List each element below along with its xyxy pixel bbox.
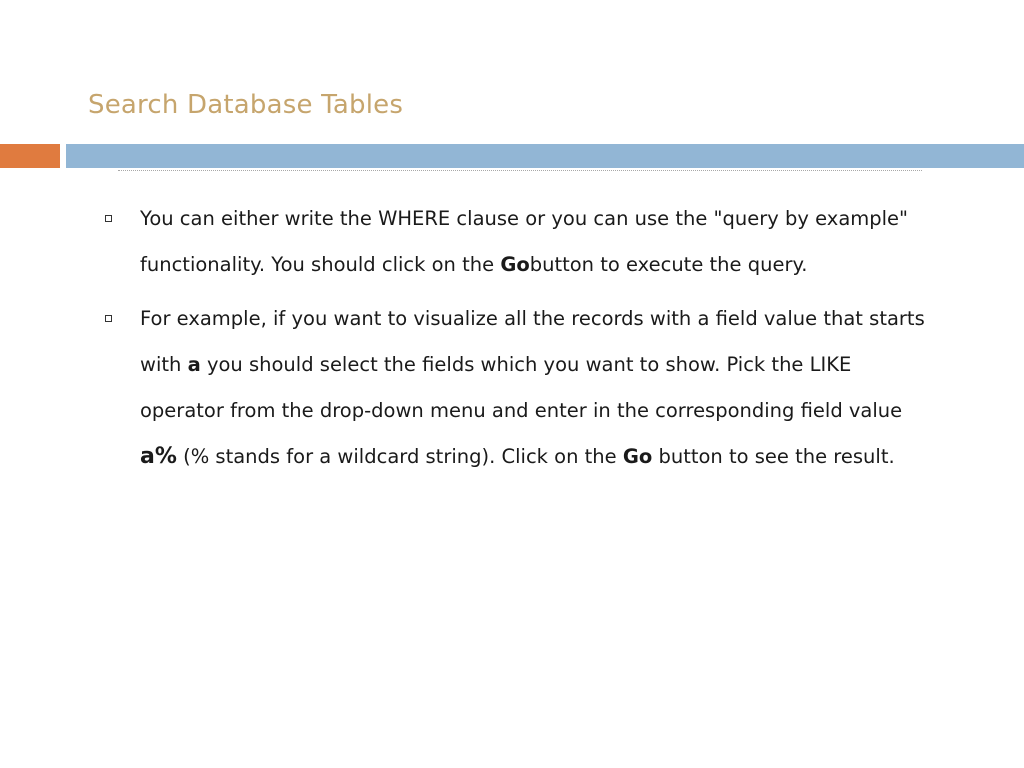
- bullet-text-1: [140, 207, 908, 276]
- square-bullet-icon: [105, 315, 112, 322]
- bullet-list: [104, 196, 934, 488]
- bullet-2-go-keyword: Go: [622, 445, 653, 468]
- bullet-2-text-part-3: (% stands for a wildcard string). Click on the: [176, 445, 623, 468]
- bullet-2-text-part-4: button to see the result.: [652, 445, 895, 468]
- bullet-1-text-part-2: button to execute the query.: [529, 253, 808, 276]
- header-accent-orange-bar: [0, 144, 60, 168]
- bullet-1-text-part-1: You can either write the WHERE clause or you can use the "query by example" functionality. You should click on the: [140, 207, 909, 276]
- slide-title: Search Database Tables: [88, 90, 404, 120]
- bullet-item-2: [104, 296, 934, 480]
- bullet-2-text-part-1: For example, if you want to visualize all the records with a field value that starts with: [140, 307, 925, 376]
- bullet-1-go-keyword: Go: [500, 253, 530, 276]
- bullet-2-text-part-2: you should select the fields which you want to show. Pick the LIKE operator from the drop-down menu and enter in the corresponding field value: [140, 353, 903, 422]
- bullet-text-2: [140, 307, 925, 468]
- square-bullet-icon: [105, 215, 112, 222]
- dotted-divider: [118, 170, 922, 171]
- bullet-item-1: [104, 196, 934, 288]
- bullet-2-wildcard-keyword: a%: [140, 444, 177, 469]
- header-accent-blue-bar: [66, 144, 1024, 168]
- bullet-2-a-keyword: a: [187, 353, 201, 376]
